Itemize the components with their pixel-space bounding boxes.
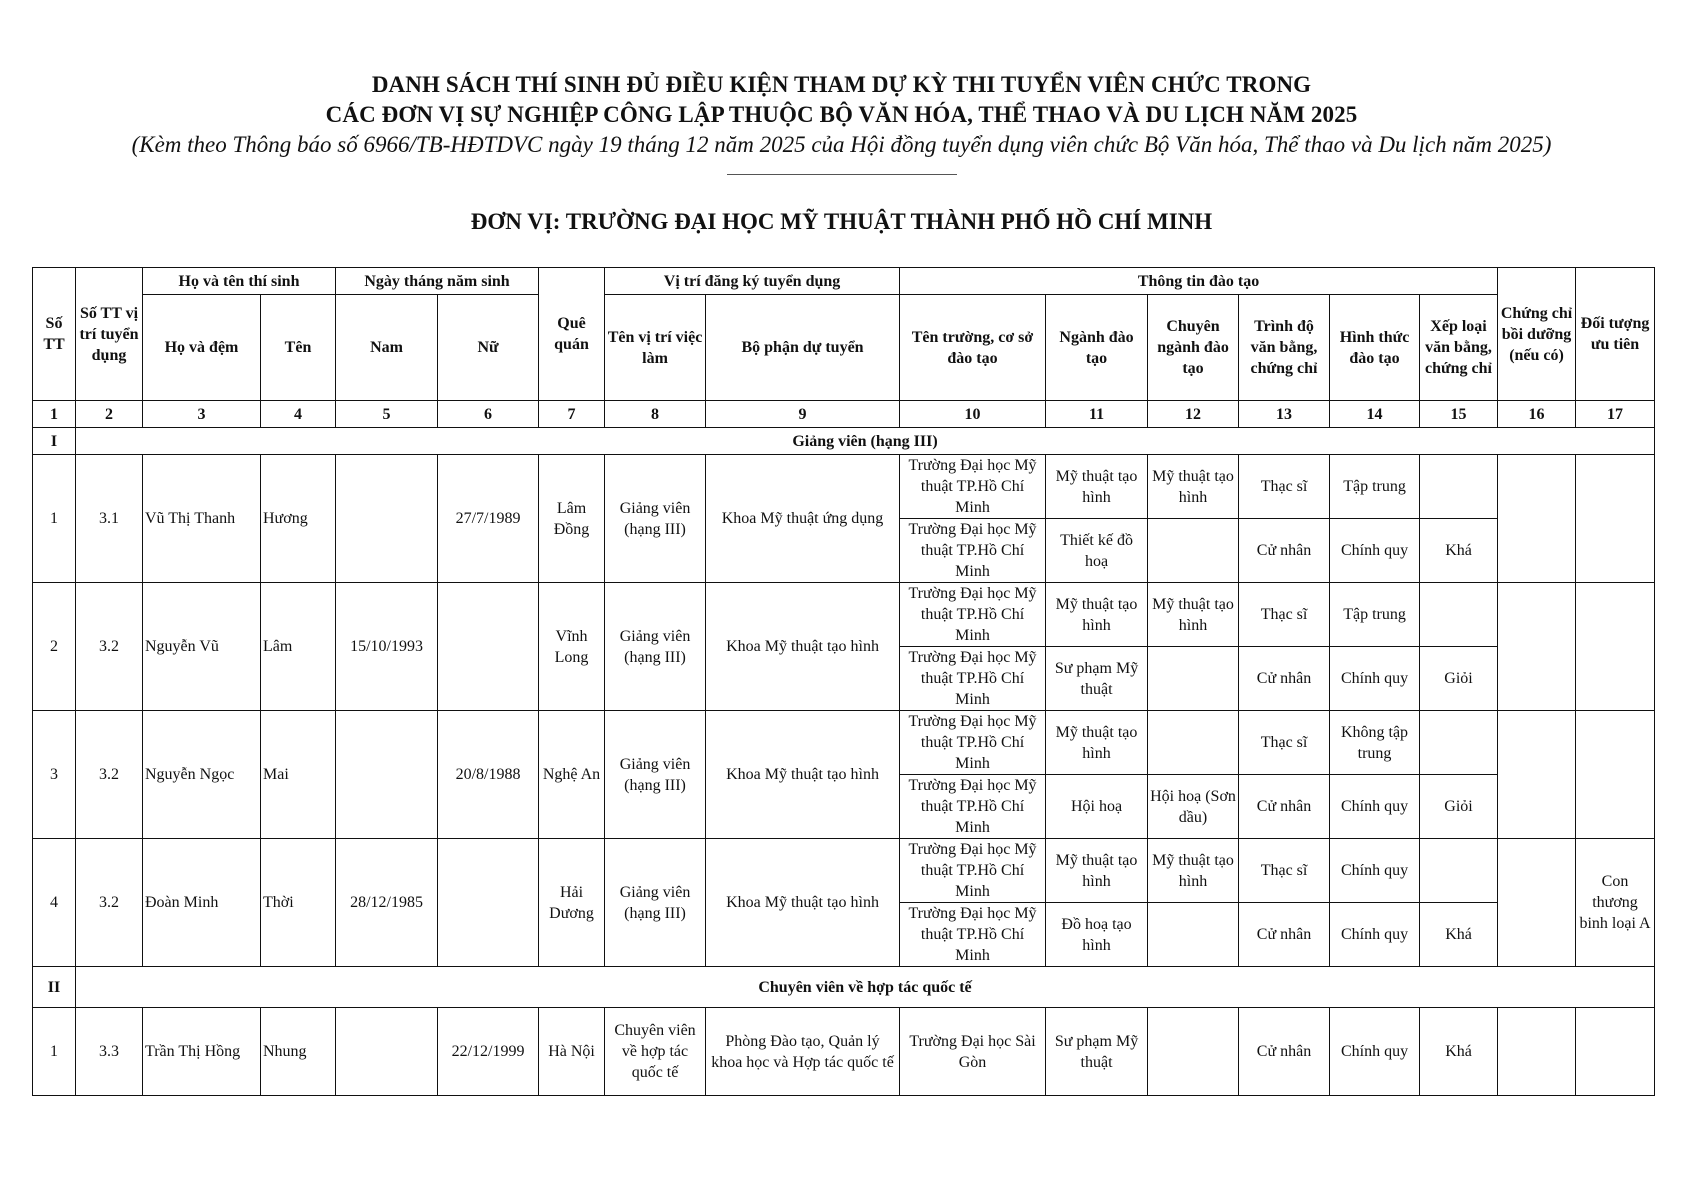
cell-nu bbox=[438, 583, 539, 711]
cell-nganh: Mỹ thuật tạo hình bbox=[1046, 839, 1148, 903]
cell-xeploai bbox=[1420, 583, 1498, 647]
col-number: 9 bbox=[706, 401, 900, 428]
col-number: 15 bbox=[1420, 401, 1498, 428]
cell-bophan: Phòng Đào tạo, Quản lý khoa học và Hợp tác quốc tế bbox=[706, 1008, 900, 1096]
cell-trinhdo: Cử nhân bbox=[1239, 647, 1330, 711]
col-number: 16 bbox=[1498, 401, 1576, 428]
column-number-row bbox=[33, 401, 1655, 428]
table-row bbox=[33, 1008, 1655, 1096]
cell-chungchi bbox=[1498, 583, 1576, 711]
cell-doituong bbox=[1576, 455, 1655, 583]
cell-chuyennganh: Mỹ thuật tạo hình bbox=[1148, 583, 1239, 647]
cell-trinhdo: Cử nhân bbox=[1239, 1008, 1330, 1096]
cell-doituong bbox=[1576, 711, 1655, 839]
header-divider bbox=[727, 174, 957, 175]
cell-nu bbox=[438, 839, 539, 967]
cell-doituong bbox=[1576, 1008, 1655, 1096]
document-header bbox=[0, 70, 1683, 175]
cell-nam: 28/12/1985 bbox=[336, 839, 438, 967]
cell-chungchi bbox=[1498, 711, 1576, 839]
cell-nam bbox=[336, 1008, 438, 1096]
cell-trinhdo: Cử nhân bbox=[1239, 519, 1330, 583]
cell-hinhthuc: Chính quy bbox=[1330, 839, 1420, 903]
col-number: 3 bbox=[143, 401, 261, 428]
cell-vitri-no: 3.2 bbox=[76, 711, 143, 839]
table-row bbox=[33, 583, 1655, 647]
col-number: 12 bbox=[1148, 401, 1239, 428]
header-vitri-group: Vị trí đăng ký tuyển dụng bbox=[605, 268, 900, 295]
cell-hinhthuc: Không tập trung bbox=[1330, 711, 1420, 775]
col-number: 17 bbox=[1576, 401, 1655, 428]
cell-chuyennganh: Mỹ thuật tạo hình bbox=[1148, 455, 1239, 519]
cell-truong: Trường Đại học Mỹ thuật TP.Hồ Chí Minh bbox=[900, 519, 1046, 583]
table-row bbox=[33, 839, 1655, 903]
cell-nganh: Sư phạm Mỹ thuật bbox=[1046, 1008, 1148, 1096]
header-so-tt-vitri: Số TT vị trí tuyển dụng bbox=[76, 268, 143, 401]
col-number: 2 bbox=[76, 401, 143, 428]
cell-truong: Trường Đại học Mỹ thuật TP.Hồ Chí Minh bbox=[900, 775, 1046, 839]
cell-trinhdo: Cử nhân bbox=[1239, 775, 1330, 839]
cell-xeploai bbox=[1420, 839, 1498, 903]
cell-stt: 3 bbox=[33, 711, 76, 839]
header-ten: Tên bbox=[261, 295, 336, 401]
cell-hinhthuc: Chính quy bbox=[1330, 647, 1420, 711]
cell-nganh: Sư phạm Mỹ thuật bbox=[1046, 647, 1148, 711]
cell-nganh: Đồ hoạ tạo hình bbox=[1046, 903, 1148, 967]
col-number: 6 bbox=[438, 401, 539, 428]
cell-vitri-no: 3.2 bbox=[76, 839, 143, 967]
header-nganh: Ngành đào tạo bbox=[1046, 295, 1148, 401]
cell-nam: 15/10/1993 bbox=[336, 583, 438, 711]
title-line-2: CÁC ĐƠN VỊ SỰ NGHIỆP CÔNG LẬP THUỘC BỘ VĂN HÓA, THỂ THAO VÀ DU LỊCH NĂM 2025 bbox=[325, 102, 1358, 127]
cell-ho-dem: Nguyễn Ngọc bbox=[143, 711, 261, 839]
cell-vitri: Giảng viên (hạng III) bbox=[605, 455, 706, 583]
section-code: I bbox=[33, 428, 76, 455]
cell-doituong bbox=[1576, 583, 1655, 711]
cell-ten: Thời bbox=[261, 839, 336, 967]
cell-stt: 4 bbox=[33, 839, 76, 967]
header-ho-dem: Họ và đệm bbox=[143, 295, 261, 401]
cell-nganh: Thiết kế đồ hoạ bbox=[1046, 519, 1148, 583]
cell-xeploai: Giỏi bbox=[1420, 775, 1498, 839]
cell-que: Vĩnh Long bbox=[539, 583, 605, 711]
cell-ten: Hương bbox=[261, 455, 336, 583]
cell-truong: Trường Đại học Mỹ thuật TP.Hồ Chí Minh bbox=[900, 711, 1046, 775]
cell-nu: 20/8/1988 bbox=[438, 711, 539, 839]
col-number: 1 bbox=[33, 401, 76, 428]
cell-hinhthuc: Chính quy bbox=[1330, 775, 1420, 839]
cell-ho-dem: Nguyễn Vũ bbox=[143, 583, 261, 711]
cell-truong: Trường Đại học Mỹ thuật TP.Hồ Chí Minh bbox=[900, 839, 1046, 903]
cell-vitri-no: 3.3 bbox=[76, 1008, 143, 1096]
cell-nu: 22/12/1999 bbox=[438, 1008, 539, 1096]
cell-nu: 27/7/1989 bbox=[438, 455, 539, 583]
cell-bophan: Khoa Mỹ thuật tạo hình bbox=[706, 839, 900, 967]
cell-xeploai: Giỏi bbox=[1420, 647, 1498, 711]
col-number: 8 bbox=[605, 401, 706, 428]
cell-chungchi bbox=[1498, 1008, 1576, 1096]
header-daotao-group: Thông tin đào tạo bbox=[900, 268, 1498, 295]
section-title: Giảng viên (hạng III) bbox=[76, 428, 1655, 455]
cell-trinhdo: Thạc sĩ bbox=[1239, 711, 1330, 775]
unit-title: ĐƠN VỊ: TRƯỜNG ĐẠI HỌC MỸ THUẬT THÀNH PHỐ HỒ CHÍ MINH bbox=[470, 209, 1213, 234]
header-nu: Nữ bbox=[438, 295, 539, 401]
cell-chuyennganh bbox=[1148, 711, 1239, 775]
cell-ten: Mai bbox=[261, 711, 336, 839]
cell-xeploai bbox=[1420, 455, 1498, 519]
cell-chuyennganh: Mỹ thuật tạo hình bbox=[1148, 839, 1239, 903]
cell-chuyennganh: Hội hoạ (Sơn dầu) bbox=[1148, 775, 1239, 839]
col-number: 10 bbox=[900, 401, 1046, 428]
cell-nganh: Mỹ thuật tạo hình bbox=[1046, 711, 1148, 775]
cell-nganh: Mỹ thuật tạo hình bbox=[1046, 583, 1148, 647]
cell-ho-dem: Trần Thị Hồng bbox=[143, 1008, 261, 1096]
cell-stt: 1 bbox=[33, 1008, 76, 1096]
cell-hinhthuc: Tập trung bbox=[1330, 455, 1420, 519]
cell-trinhdo: Cử nhân bbox=[1239, 903, 1330, 967]
cell-chuyennganh bbox=[1148, 519, 1239, 583]
cell-hinhthuc: Tập trung bbox=[1330, 583, 1420, 647]
header-xep-loai: Xếp loại văn bằng, chứng chỉ bbox=[1420, 295, 1498, 401]
header-ten-vitri: Tên vị trí việc làm bbox=[605, 295, 706, 401]
col-number: 4 bbox=[261, 401, 336, 428]
cell-trinhdo: Thạc sĩ bbox=[1239, 583, 1330, 647]
cell-que: Hải Dương bbox=[539, 839, 605, 967]
cell-chungchi bbox=[1498, 839, 1576, 967]
header-doi-tuong: Đối tượng ưu tiên bbox=[1576, 268, 1655, 401]
cell-stt: 1 bbox=[33, 455, 76, 583]
candidate-table bbox=[32, 267, 1655, 1096]
col-number: 5 bbox=[336, 401, 438, 428]
section-title: Chuyên viên về hợp tác quốc tế bbox=[76, 967, 1655, 1008]
cell-ho-dem: Vũ Thị Thanh bbox=[143, 455, 261, 583]
cell-nam bbox=[336, 711, 438, 839]
cell-truong: Trường Đại học Mỹ thuật TP.Hồ Chí Minh bbox=[900, 903, 1046, 967]
header-ho-ten-group: Họ và tên thí sinh bbox=[143, 268, 336, 295]
cell-chuyennganh bbox=[1148, 903, 1239, 967]
subtitle: (Kèm theo Thông báo số 6966/TB-HĐTDVC ngày 19 tháng 12 năm 2025 của Hội đồng tuyển dụng viên chức Bộ Văn hóa, Thể thao và Du lịch năm 2025) bbox=[131, 132, 1552, 157]
table-row bbox=[33, 455, 1655, 519]
cell-chuyennganh bbox=[1148, 647, 1239, 711]
cell-ho-dem: Đoàn Minh bbox=[143, 839, 261, 967]
cell-vitri: Chuyên viên về hợp tác quốc tế bbox=[605, 1008, 706, 1096]
cell-chuyennganh bbox=[1148, 1008, 1239, 1096]
cell-que: Nghệ An bbox=[539, 711, 605, 839]
header-bo-phan: Bộ phận dự tuyển bbox=[706, 295, 900, 401]
cell-nam bbox=[336, 455, 438, 583]
cell-vitri: Giảng viên (hạng III) bbox=[605, 839, 706, 967]
cell-stt: 2 bbox=[33, 583, 76, 711]
cell-xeploai: Khá bbox=[1420, 1008, 1498, 1096]
cell-trinhdo: Thạc sĩ bbox=[1239, 839, 1330, 903]
header-chuyen-nganh: Chuyên ngành đào tạo bbox=[1148, 295, 1239, 401]
header-trinh-do: Trình độ văn bằng, chứng chỉ bbox=[1239, 295, 1330, 401]
header-que-quan: Quê quán bbox=[539, 268, 605, 401]
cell-vitri-no: 3.1 bbox=[76, 455, 143, 583]
cell-truong: Trường Đại học Mỹ thuật TP.Hồ Chí Minh bbox=[900, 455, 1046, 519]
section-row bbox=[33, 428, 1655, 455]
cell-truong: Trường Đại học Mỹ thuật TP.Hồ Chí Minh bbox=[900, 647, 1046, 711]
cell-truong: Trường Đại học Sài Gòn bbox=[900, 1008, 1046, 1096]
cell-bophan: Khoa Mỹ thuật tạo hình bbox=[706, 583, 900, 711]
cell-xeploai bbox=[1420, 711, 1498, 775]
cell-bophan: Khoa Mỹ thuật ứng dụng bbox=[706, 455, 900, 583]
col-number: 14 bbox=[1330, 401, 1420, 428]
section-row bbox=[33, 967, 1655, 1008]
cell-hinhthuc: Chính quy bbox=[1330, 1008, 1420, 1096]
cell-truong: Trường Đại học Mỹ thuật TP.Hồ Chí Minh bbox=[900, 583, 1046, 647]
cell-que: Lâm Đồng bbox=[539, 455, 605, 583]
cell-vitri-no: 3.2 bbox=[76, 583, 143, 711]
cell-xeploai: Khá bbox=[1420, 903, 1498, 967]
cell-doituong: Con thương binh loại A bbox=[1576, 839, 1655, 967]
header-ngay-sinh-group: Ngày tháng năm sinh bbox=[336, 268, 539, 295]
col-number: 11 bbox=[1046, 401, 1148, 428]
cell-ten: Nhung bbox=[261, 1008, 336, 1096]
table-row bbox=[33, 711, 1655, 775]
cell-bophan: Khoa Mỹ thuật tạo hình bbox=[706, 711, 900, 839]
header-nam: Nam bbox=[336, 295, 438, 401]
cell-nganh: Mỹ thuật tạo hình bbox=[1046, 455, 1148, 519]
cell-trinhdo: Thạc sĩ bbox=[1239, 455, 1330, 519]
col-number: 13 bbox=[1239, 401, 1330, 428]
cell-vitri: Giảng viên (hạng III) bbox=[605, 711, 706, 839]
header-so-tt: Số TT bbox=[33, 268, 76, 401]
cell-que: Hà Nội bbox=[539, 1008, 605, 1096]
cell-xeploai: Khá bbox=[1420, 519, 1498, 583]
cell-chungchi bbox=[1498, 455, 1576, 583]
title-line-1: DANH SÁCH THÍ SINH ĐỦ ĐIỀU KIỆN THAM DỰ KỲ THI TUYỂN VIÊN CHỨC TRONG bbox=[371, 72, 1312, 97]
header-hinh-thuc: Hình thức đào tạo bbox=[1330, 295, 1420, 401]
header-truong: Tên trường, cơ sở đào tạo bbox=[900, 295, 1046, 401]
header-chung-chi: Chứng chỉ bồi dưỡng (nếu có) bbox=[1498, 268, 1576, 401]
col-number: 7 bbox=[539, 401, 605, 428]
section-code: II bbox=[33, 967, 76, 1008]
cell-nganh: Hội hoạ bbox=[1046, 775, 1148, 839]
cell-hinhthuc: Chính quy bbox=[1330, 519, 1420, 583]
cell-ten: Lâm bbox=[261, 583, 336, 711]
cell-vitri: Giảng viên (hạng III) bbox=[605, 583, 706, 711]
cell-hinhthuc: Chính quy bbox=[1330, 903, 1420, 967]
